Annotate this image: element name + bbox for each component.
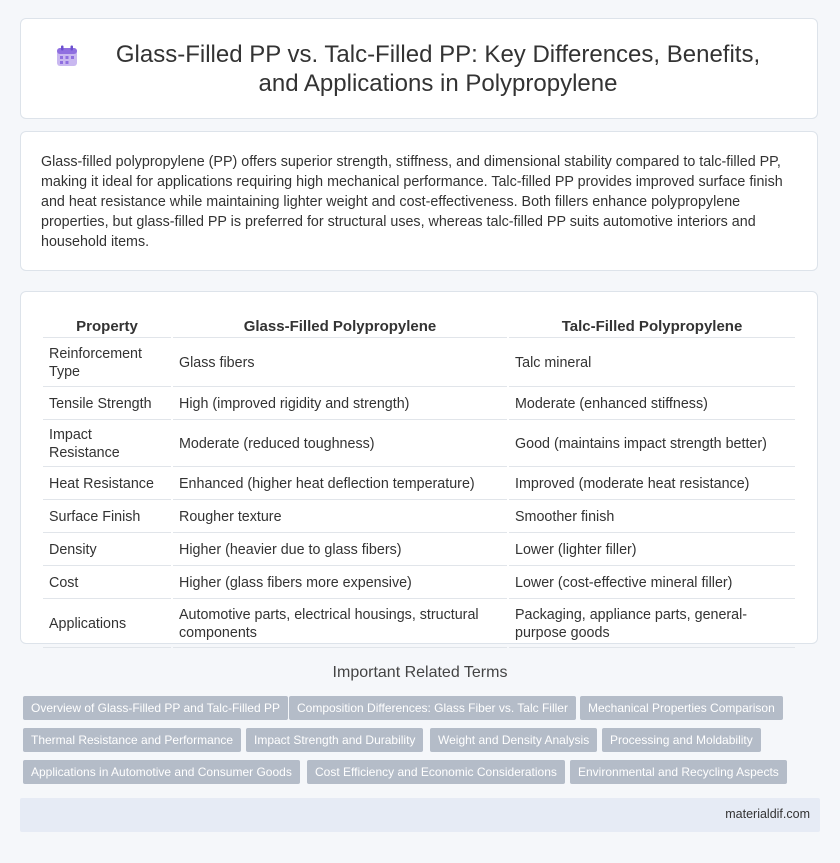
intro-card <box>20 131 818 271</box>
table-cell: Improved (moderate heat resistance) <box>509 469 795 500</box>
table-cell: Reinforcement Type <box>43 340 171 387</box>
table-cell: Heat Resistance <box>43 469 171 500</box>
table-cell: Smoother finish <box>509 502 795 533</box>
comparison-table-card <box>20 291 818 644</box>
table-row <box>43 502 795 533</box>
table-row <box>43 469 795 500</box>
related-tag[interactable]: Cost Efficiency and Economic Considerations <box>307 760 565 784</box>
table-cell: Good (maintains impact strength better) <box>509 422 795 467</box>
related-tag[interactable]: Weight and Density Analysis <box>430 728 597 752</box>
table-row <box>43 535 795 566</box>
related-terms-title: Important Related Terms <box>332 664 508 681</box>
table-cell: Rougher texture <box>173 502 507 533</box>
table-row <box>43 568 795 599</box>
table-row <box>43 340 795 387</box>
related-tag[interactable]: Environmental and Recycling Aspects <box>570 760 787 784</box>
related-tag[interactable]: Thermal Resistance and Performance <box>23 728 241 752</box>
table-cell: Cost <box>43 568 171 599</box>
table-cell: Enhanced (higher heat deflection temperature) <box>173 469 507 500</box>
table-cell: Applications <box>43 601 171 648</box>
related-tag[interactable]: Composition Differences: Glass Fiber vs. Talc Filler <box>289 696 576 720</box>
table-cell: Automotive parts, electrical housings, structural components <box>173 601 507 648</box>
table-header: Talc-Filled Polypropylene <box>509 312 795 338</box>
table-cell: Tensile Strength <box>43 389 171 420</box>
page-title: Glass-Filled PP vs. Talc-Filled PP: Key Differences, Benefits, and Applications in Polypropylene <box>115 40 761 97</box>
related-tag[interactable]: Overview of Glass-Filled PP and Talc-Filled PP <box>23 696 288 720</box>
table-cell: Packaging, appliance parts, general-purpose goods <box>509 601 795 648</box>
table-cell: High (improved rigidity and strength) <box>173 389 507 420</box>
related-tag[interactable]: Processing and Moldability <box>602 728 761 752</box>
table-cell: Impact Resistance <box>43 422 171 467</box>
table-cell: Higher (glass fibers more expensive) <box>173 568 507 599</box>
table-cell: Moderate (reduced toughness) <box>173 422 507 467</box>
related-tag[interactable]: Impact Strength and Durability <box>246 728 423 752</box>
table-cell: Talc mineral <box>509 340 795 387</box>
calendar-icon <box>55 44 79 68</box>
table-cell: Moderate (enhanced stiffness) <box>509 389 795 420</box>
table-cell: Density <box>43 535 171 566</box>
related-tag[interactable]: Applications in Automotive and Consumer Goods <box>23 760 300 784</box>
comparison-table <box>41 310 797 650</box>
table-cell: Lower (cost-effective mineral filler) <box>509 568 795 599</box>
footer <box>20 798 820 832</box>
header-card <box>20 18 818 119</box>
footer-site-link[interactable]: materialdif.com <box>725 807 810 821</box>
intro-text: Glass-filled polypropylene (PP) offers superior strength, stiffness, and dimensional stability compared to talc-filled PP, making it ideal for applications requiring high mechanical performance. Talc-filled PP provides improved surface finish and heat resistance while maintaining lighter weight and cost-effectiveness. Both fillers enhance polypropylene properties, but glass-filled PP is preferred for structural uses, whereas talc-filled PP suits automotive interiors and household items. <box>41 154 783 250</box>
table-header: Property <box>43 312 171 338</box>
table-cell: Surface Finish <box>43 502 171 533</box>
table-cell: Lower (lighter filler) <box>509 535 795 566</box>
related-tag[interactable]: Mechanical Properties Comparison <box>580 696 783 720</box>
table-cell: Higher (heavier due to glass fibers) <box>173 535 507 566</box>
table-row <box>43 601 795 648</box>
table-row <box>43 422 795 467</box>
table-header: Glass-Filled Polypropylene <box>173 312 507 338</box>
table-row <box>43 389 795 420</box>
table-cell: Glass fibers <box>173 340 507 387</box>
